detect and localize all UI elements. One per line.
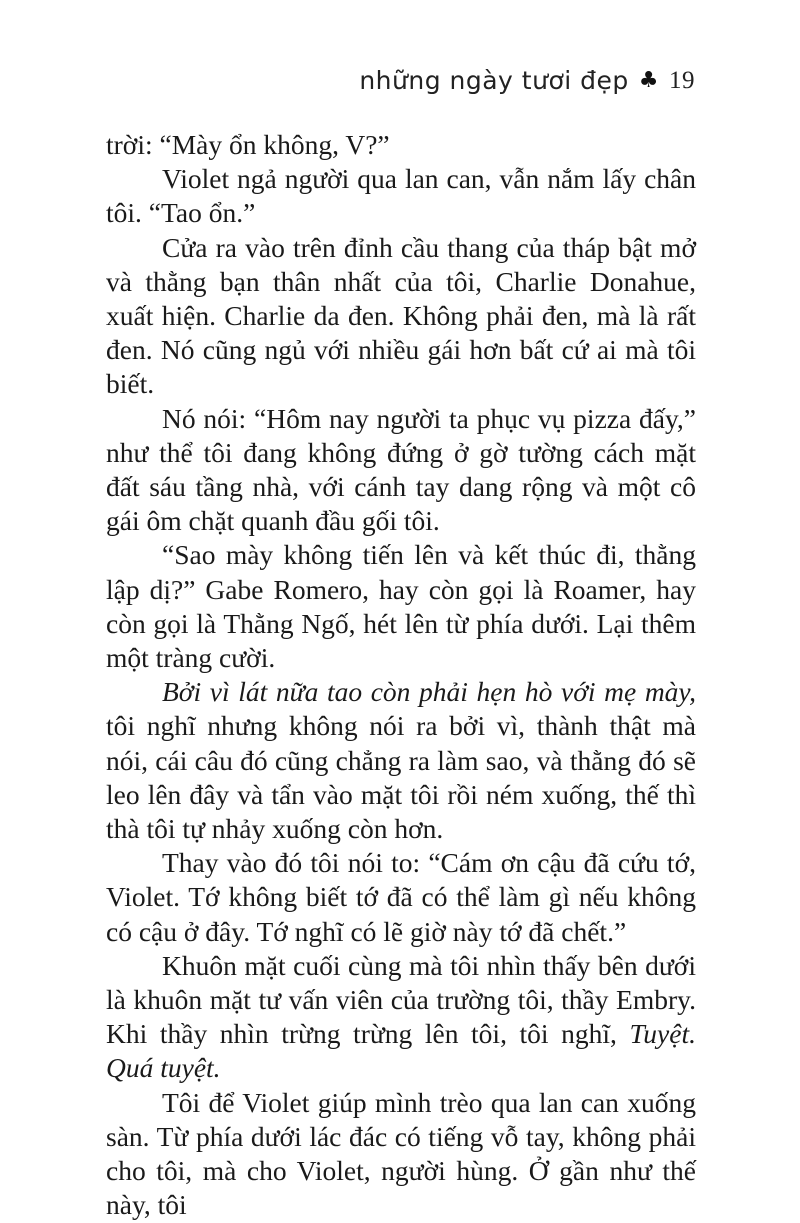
- italic-thought: Bởi vì lát nữa tao còn phải hẹn hò với mẹ mày,: [162, 676, 696, 708]
- paragraph: Thay vào đó tôi nói to: “Cám ơn cậu đã cứu tớ, Violet. Tớ không biết tớ đã có thể làm gì nếu không có cậu ở đây. Tớ nghĩ có lẽ giờ này tớ đã chết.”: [106, 847, 696, 947]
- running-header: [359, 66, 695, 95]
- paragraph: Bởi vì lát nữa tao còn phải hẹn hò với mẹ mày, tôi nghĩ nhưng không nói ra bởi vì, thành thật mà nói, cái câu đó cũng chẳng ra làm sao, và thằng đó sẽ leo lên đây và tẩn vào mặt tôi rồi ném xuống, thế thì thà tôi tự nhảy xuống còn hơn.: [106, 676, 696, 845]
- paragraph: Cửa ra vào trên đỉnh cầu thang của tháp bật mở và thằng bạn thân nhất của tôi, Charlie Donahue, xuất hiện. Charlie da đen. Không phải đen, mà là rất đen. Nó cũng ngủ với nhiều gái hơn bất cứ ai mà tôi biết.: [106, 231, 696, 400]
- paragraph: Nó nói: “Hôm nay người ta phục vụ pizza đấy,” như thể tôi đang không đứng ở gờ tường cách mặt đất sáu tầng nhà, với cánh tay dang rộng và một cô gái ôm chặt quanh đầu gối tôi.: [106, 402, 696, 537]
- italic-thought: Tuyệt. Quá tuyệt.: [106, 1018, 696, 1084]
- paragraph: Tôi để Violet giúp mình trèo qua lan can xuống sàn. Từ phía dưới lác đác có tiếng vỗ tay, không phải cho tôi, mà cho Violet, người hùng. Ở gần như thế này, tôi: [106, 1086, 696, 1221]
- running-title: những ngày tươi đẹp: [359, 66, 629, 95]
- body-text: [106, 128, 696, 1223]
- paragraph: Violet ngả người qua lan can, vẫn nắm lấy chân tôi. “Tao ổn.”: [106, 163, 696, 229]
- paragraph: “Sao mày không tiến lên và kết thúc đi, thằng lập dị?” Gabe Romero, hay còn gọi là Roamer, hay còn gọi là Thằng Ngố, hét lên từ phía dưới. Lại thêm một tràng cười.: [106, 539, 696, 674]
- club-icon: ♣: [638, 68, 659, 93]
- page-number: 19: [669, 66, 695, 94]
- paragraph: trời: “Mày ổn không, V?”: [106, 129, 390, 160]
- paragraph: Khuôn mặt cuối cùng mà tôi nhìn thấy bên dưới là khuôn mặt tư vấn viên của trường tôi, thầy Embry. Khi thầy nhìn trừng trừng lên tôi, tôi nghĩ, Tuyệt. Quá tuyệt.: [106, 949, 696, 1084]
